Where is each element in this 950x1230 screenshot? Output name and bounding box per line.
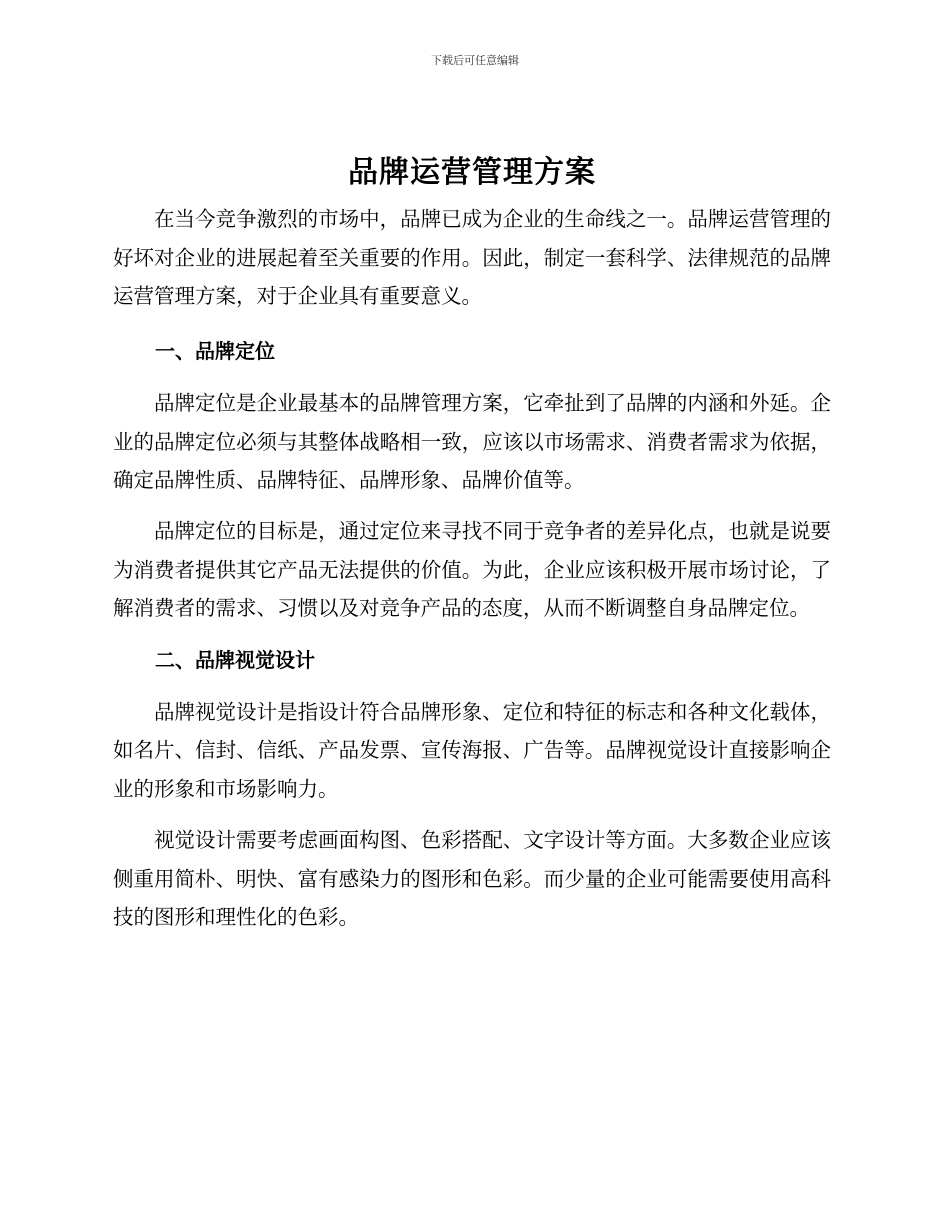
document-title: 品牌运营管理方案 (348, 155, 596, 190)
visual-design-paragraph-2: 视觉设计需要考虑画面构图、色彩搭配、文字设计等方面。大多数企业应该侧重用简朴、明快、富有感染力的图形和色彩。而少量的企业可能需要使用高科技的图形和理性化的色彩。 (113, 827, 831, 930)
spacer (113, 371, 831, 384)
visual-design-paragraph-1: 品牌视觉设计是指设计符合品牌形象、定位和特征的标志和各种文化载体，如名片、信封、信纸、产品发票、宣传海报、广告等。品牌视觉设计直接影响企业的形象和市场影响力。 (113, 699, 831, 802)
spacer (113, 500, 831, 512)
positioning-paragraph-2: 品牌定位的目标是，通过定位来寻找不同于竞争者的差异化点，也就是说要为消费者提供其它产品无法提供的价值。为此，企业应该积极开展市场讨论，了解消费者的需求、习惯以及对竞争产品的态度，从而不断调整自身品牌定位。 (113, 518, 831, 621)
section-heading-positioning: 一、品牌定位 (155, 339, 275, 364)
spacer (113, 316, 831, 332)
document-body (113, 150, 831, 937)
intro-paragraph: 在当今竞争激烈的市场中，品牌已成为企业的生命线之一。品牌运营管理的好坏对企业的进展起着至关重要的作用。因此，制定一套科学、法律规范的品牌运营管理方案，对于企业具有重要意义。 (113, 207, 831, 309)
spacer (113, 680, 831, 693)
section-heading-visual-design: 二、品牌视觉设计 (155, 648, 315, 673)
spacer (113, 809, 831, 821)
spacer (113, 628, 831, 641)
header-note: 下载后可任意编辑 (431, 54, 519, 67)
positioning-paragraph-1: 品牌定位是企业最基本的品牌管理方案，它牵扯到了品牌的内涵和外延。企业的品牌定位必须与其整体战略相一致，应该以市场需求、消费者需求为依据，确定品牌性质、品牌特征、品牌形象、品牌价值等。 (113, 390, 831, 493)
